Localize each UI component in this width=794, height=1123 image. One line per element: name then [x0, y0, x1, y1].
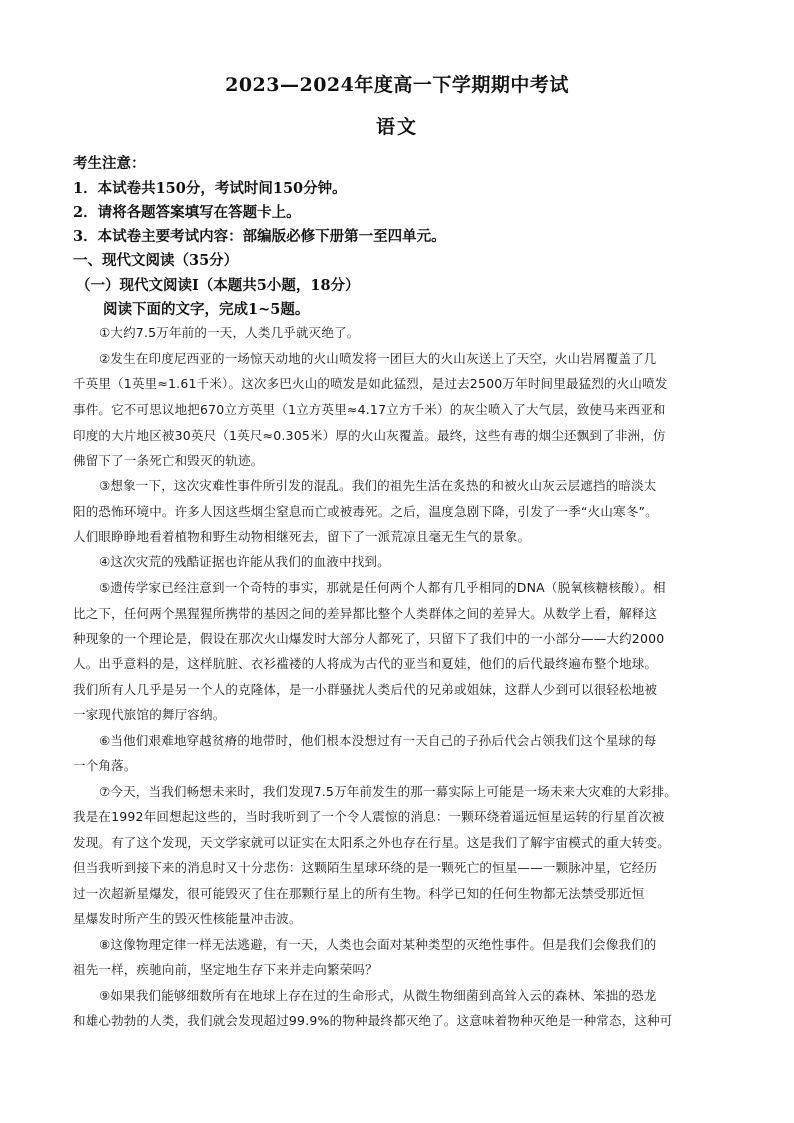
passage-line: 星爆发时所产生的毁灭性核能量冲击波。: [73, 911, 302, 926]
passage-line: ⑥当他们艰难地穿越贫瘠的地带时，他们根本没想过有一天自己的子孙后代会占领我们这个星球的每: [99, 733, 657, 748]
passage-line: 印度的大片地区被30英尺（1英尺≈0.305米）厚的火山灰覆盖。最终，这些有毒的烟尘还飘到了非洲，仿: [73, 428, 666, 443]
subject-title: 语文: [375, 116, 418, 138]
passage-line: 人们眼睁睁地看着植物和野生动物相继死去，留下了一派荒凉且毫无生气的景象。: [73, 529, 531, 544]
passage-line: ⑦今天，当我们畅想未来时，我们发现7.5万年前发生的那一幕实际上可能是一场未来大灾难的大彩排。: [99, 784, 677, 799]
section-heading: 一、现代文阅读（35分）: [73, 252, 239, 269]
notice-heading: 考生注意：: [73, 155, 146, 172]
passage-line: 一个角落。: [73, 758, 137, 773]
passage-line: 种现象的一个理论是，假设在那次火山爆发时大部分人都死了，只留下了我们中的一小部分——大约2000: [73, 631, 665, 646]
passage-line: 人。出乎意料的是，这样肮脏、衣衫褴褛的人将成为古代的亚当和夏娃，他们的后代最终遍布整个地球。: [73, 656, 658, 671]
passage-line: 阳的恐怖环境中。许多人因这些烟尘窒息而亡或被毒死。之后，温度急剧下降，引发了一季“火山寒冬”。: [73, 504, 658, 519]
passage-line: 事件。它不可思议地把670立方英里（1立方英里≈4.17立方千米）的灰尘喷入了大气层，致使马来西亚和: [73, 402, 666, 417]
passage-line: ①大约7.5万年前的一天，人类几乎就灭绝了。: [99, 325, 360, 340]
notice-item: 2．请将各题答案填写在答题卡上。: [73, 204, 301, 221]
passage-line: ④这次灾荒的残酷证据也许能从我们的血液中找到。: [99, 554, 390, 569]
passage-line: 比之下，任何两个黑猩猩所携带的基因之间的差异都比整个人类群体之间的差异大。从数学上看，解释这: [73, 606, 658, 621]
passage-line: 但当我听到接下来的消息时又十分悲伤：这颗陌生星球环绕的是一颗死亡的恒星——一颗脉冲星，它经历: [73, 860, 658, 875]
passage-line: ⑨如果我们能够细数所有在地球上存在过的生命形式，从微生物细菌到高耸入云的森林、笨拙的恐龙: [99, 988, 657, 1003]
passage-line: 和雄心勃勃的人类，我们就会发现超过99.9%的物种最终都灭绝了。这意味着物种灭绝是一种常态，这种可: [73, 1013, 673, 1028]
passage-line: 佛留下了一条死亡和毁灭的轨迹。: [73, 453, 264, 468]
passage-line: 祖先一样，疾驰向前，坚定地生存下来并走向繁荣吗？: [73, 962, 378, 977]
passage-line: 千英里（1英里≈1.61千米）。这次多巴火山的喷发是如此猛烈，是过去2500万年时间里最猛烈的火山喷发: [73, 376, 668, 391]
passage-line: ⑧这像物理定律一样无法逃避，有一天，人类也会面对某种类型的灭绝性事件。但是我们会像我们的: [99, 937, 657, 952]
passage-line: 过一次超新星爆发，很可能毁灭了住在那颗行星上的所有生物。科学已知的任何生物都无法禁受那近恒: [73, 886, 645, 901]
passage-line: 一家现代旅馆的舞厅容纳。: [73, 707, 226, 722]
notice-item: 1．本试卷共150分，考试时间150分钟。: [73, 180, 347, 197]
passage-line: 发现。有了这个发现，天文学家就可以证实在太阳系之外也存在行星。这是我们了解宇宙模式的重大转变。: [73, 835, 670, 850]
exam-title: 2023—2024年度高一下学期期中考试: [225, 74, 569, 96]
notice-item: 3．本试卷主要考试内容：部编版必修下册第一至四单元。: [73, 228, 446, 245]
reading-instruction: 阅读下面的文字，完成1~5题。: [103, 301, 310, 318]
passage-line: ⑤遗传学家已经注意到一个奇特的事实，那就是任何两个人都有几乎相同的DNA（脱氧核糖核酸）。相: [99, 580, 666, 595]
passage-line: ②发生在印度尼西亚的一场惊天动地的火山喷发将一团巨大的火山灰送上了天空，火山岩屑覆盖了几: [99, 351, 657, 366]
passage-line: 我是在1992年回想起这些的，当时我听到了一个令人震惊的消息：一颗环绕着遥远恒星运转的行星首次被: [73, 809, 665, 824]
subsection-heading: （一）现代文阅读Ⅰ（本题共5小题，18分）: [76, 277, 360, 294]
passage-line: 我们所有人几乎是另一个人的克隆体，是一小群骚扰人类后代的兄弟或姐妹，这群人少到可以很轻松地被: [73, 682, 658, 697]
passage-line: ③想象一下，这次灾难性事件所引发的混乱。我们的祖先生活在炙热的和被火山灰云层遮挡的暗淡太: [99, 478, 657, 493]
